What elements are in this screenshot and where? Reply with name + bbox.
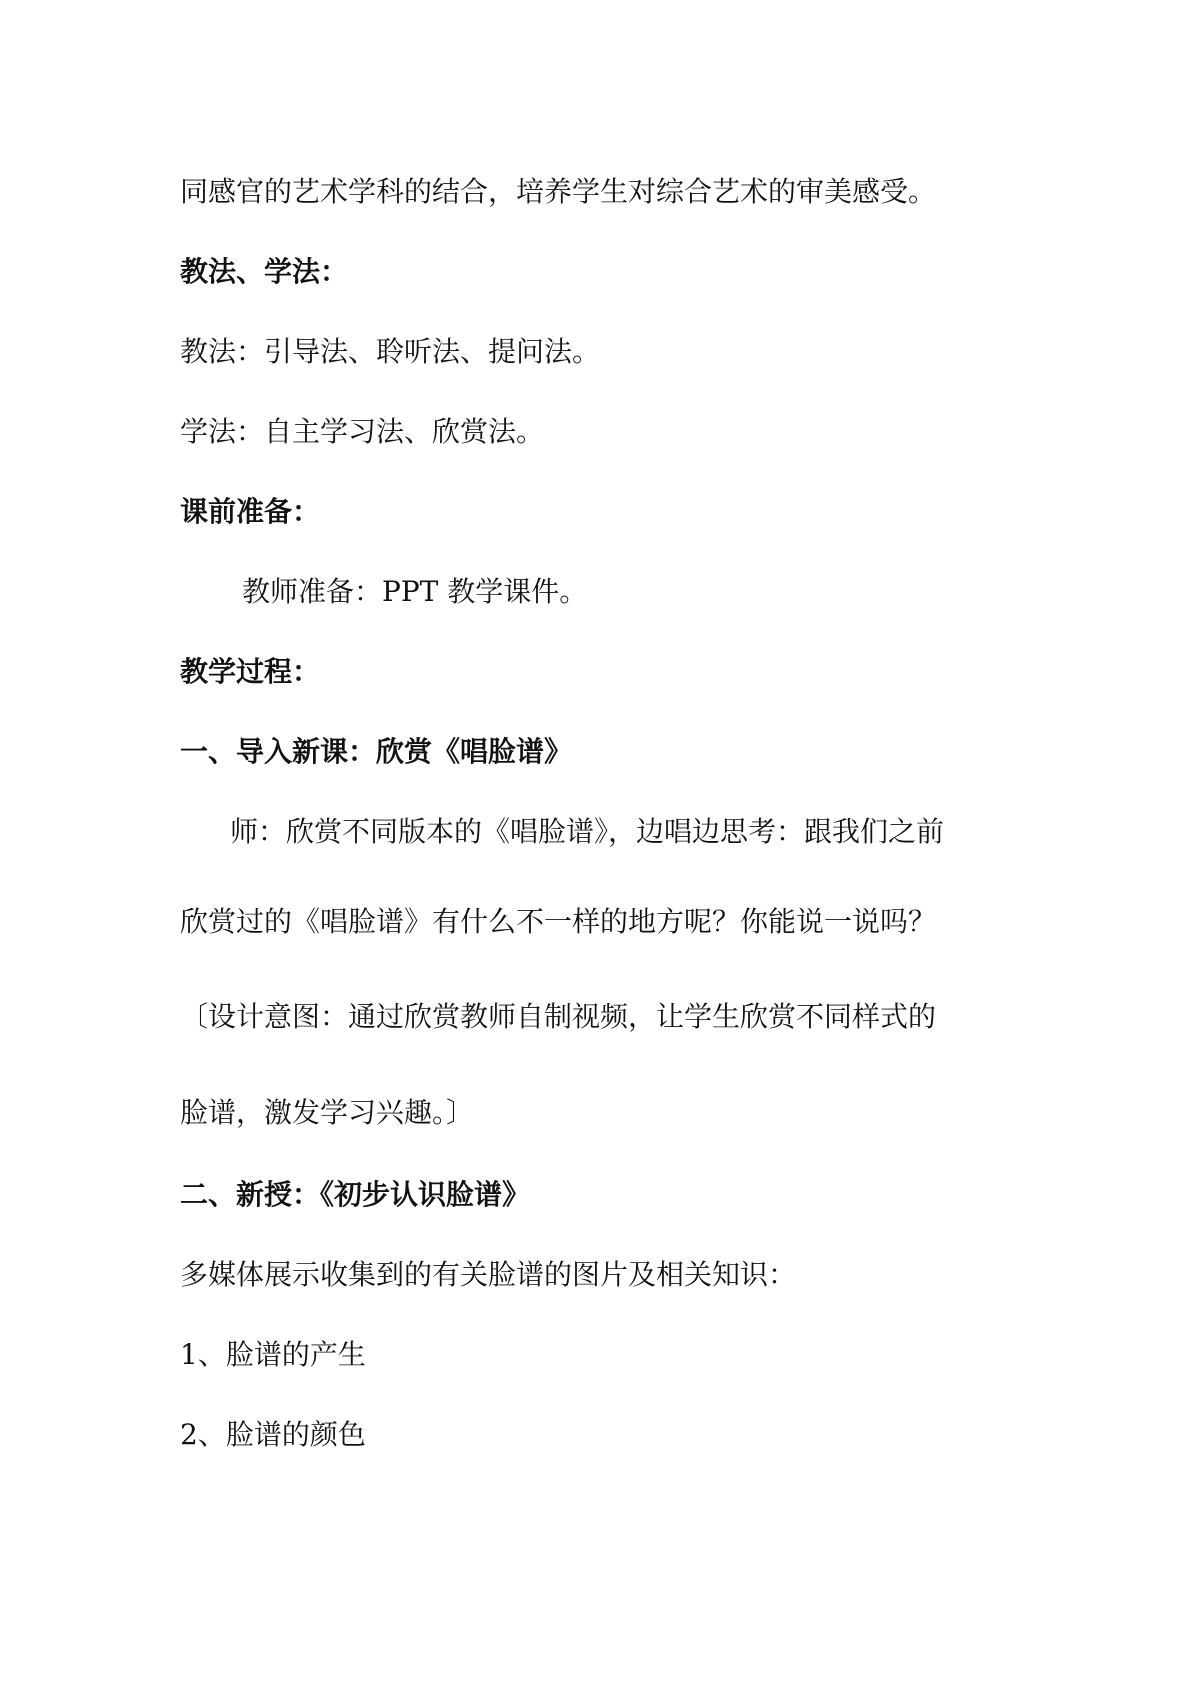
heading-section-one: 一、导入新课：欣赏《唱脸谱》 [180, 735, 573, 768]
paragraph-teacher-line-2: 欣赏过的《唱脸谱》有什么不一样的地方呢？你能说一说吗？ [180, 905, 937, 938]
paragraph-teacher-line-1: 师：欣赏不同版本的《唱脸谱》，边唱边思考：跟我们之前 [230, 815, 945, 848]
list-item-origin: 1、脸谱的产生 [180, 1338, 366, 1371]
text-teacher-preparation: 教师准备：PPT 教学课件。 [242, 575, 588, 608]
heading-section-two: 二、新授：《初步认识脸谱》 [180, 1178, 531, 1211]
text-teaching-methods: 教法：引导法、聆听法、提问法。 [180, 335, 601, 368]
list-item-colors: 2、脸谱的颜色 [180, 1418, 366, 1451]
paragraph-intro-continuation: 同感官的艺术学科的结合，培养学生对综合艺术的审美感受。 [180, 175, 937, 208]
text-learning-methods: 学法：自主学习法、欣赏法。 [180, 415, 545, 448]
heading-teaching-learning-methods: 教法、学法： [180, 255, 349, 288]
paragraph-design-intent-line-1: 〔设计意图：通过欣赏教师自制视频，让学生欣赏不同样式的 [180, 1000, 937, 1033]
heading-preparation: 课前准备： [180, 495, 321, 528]
heading-teaching-process: 教学过程： [180, 655, 321, 688]
paragraph-design-intent-line-2: 脸谱，激发学习兴趣。〕 [180, 1096, 475, 1129]
text-multimedia-display: 多媒体展示收集到的有关脸谱的图片及相关知识： [180, 1258, 797, 1291]
